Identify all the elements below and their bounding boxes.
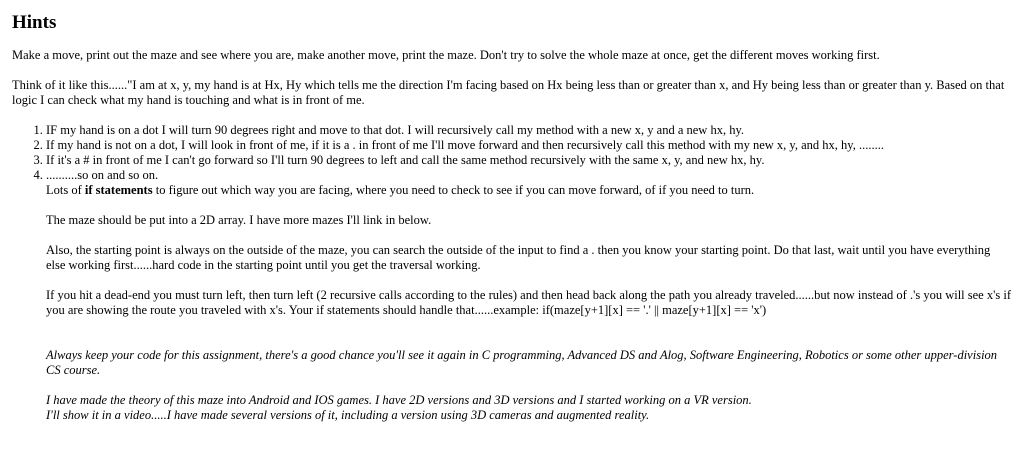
notes-block [46,183,1012,423]
keep-code-paragraph: Always keep your code for this assignment, there's a good chance you'll see it again in C programming, Advanced DS and Alog, Software Engineering, Robotics or some other upper-division CS course. [46,348,998,377]
statements-before: Lots of [46,183,85,197]
step-item: 4. ..........so on and so on. [46,168,1012,183]
steps-list [12,123,1012,183]
step-item: 1. IF my hand is on a dot I will turn 90 degrees right and move to that dot. I will recursively call my method with a new x, y and a new hx, hy. [46,123,1012,138]
array-paragraph: The maze should be put into a 2D array. I have more mazes I'll link in below. [46,213,432,227]
page-title: Hints [12,12,57,33]
start-paragraph: Also, the starting point is always on the outside of the maze, you can search the outside of the input to find a . then you know your starting point. Do that last, wait until you have everything else working first......hard code in the starting point until you get the traversal working. [46,243,991,272]
games-line-2: I'll show it in a video.....I have made several versions of it, including a version using 3D cameras and augmented reality. [46,408,650,422]
step-item: 2. If my hand is not on a dot, I will look in front of me, if it is a . in front of me I'll move forward and then recursively call this method with my new x, y, and hx, hy, ........ [46,138,1012,153]
intro-paragraph: Make a move, print out the maze and see where you are, make another move, print the maze. Don't try to solve the whole maze at once, get the different moves working first. [12,48,880,62]
statements-after: to figure out which way you are facing, where you need to check to see if you can move forward, of if you need to turn. [152,183,755,197]
spacer [46,333,1012,348]
statements-bold: if statements [84,183,153,197]
step-item: 3. If it's a # in front of me I can't go forward so I'll turn 90 degrees to left and call the same method recursively with the same x, y, and new hx, hy. [46,153,1012,168]
italic-notes [46,348,1012,423]
statements-paragraph [46,183,1012,198]
think-paragraph: Think of it like this......"I am at x, y, my hand is at Hx, Hy which tells me the direction I'm facing based on Hx being less than or greater than x, and Hy being less than or greater than y. Based on that logic I can check what my hand is touching and what is in front of me. [12,78,1005,107]
games-line-1: I have made the theory of this maze into Android and IOS games. I have 2D versions and 3D versions and I started working on a VR version. [46,393,752,407]
deadend-paragraph: If you hit a dead-end you must turn left, then turn left (2 recursive calls according to the rules) and then head back along the path you already traveled......but now instead of .'s you will see x's if you are showing the route you traveled with x's. Your if statements should handle that......example: if(maze[y+1][x] == '.' || maze[y+1][x] == 'x') [46,288,1011,317]
